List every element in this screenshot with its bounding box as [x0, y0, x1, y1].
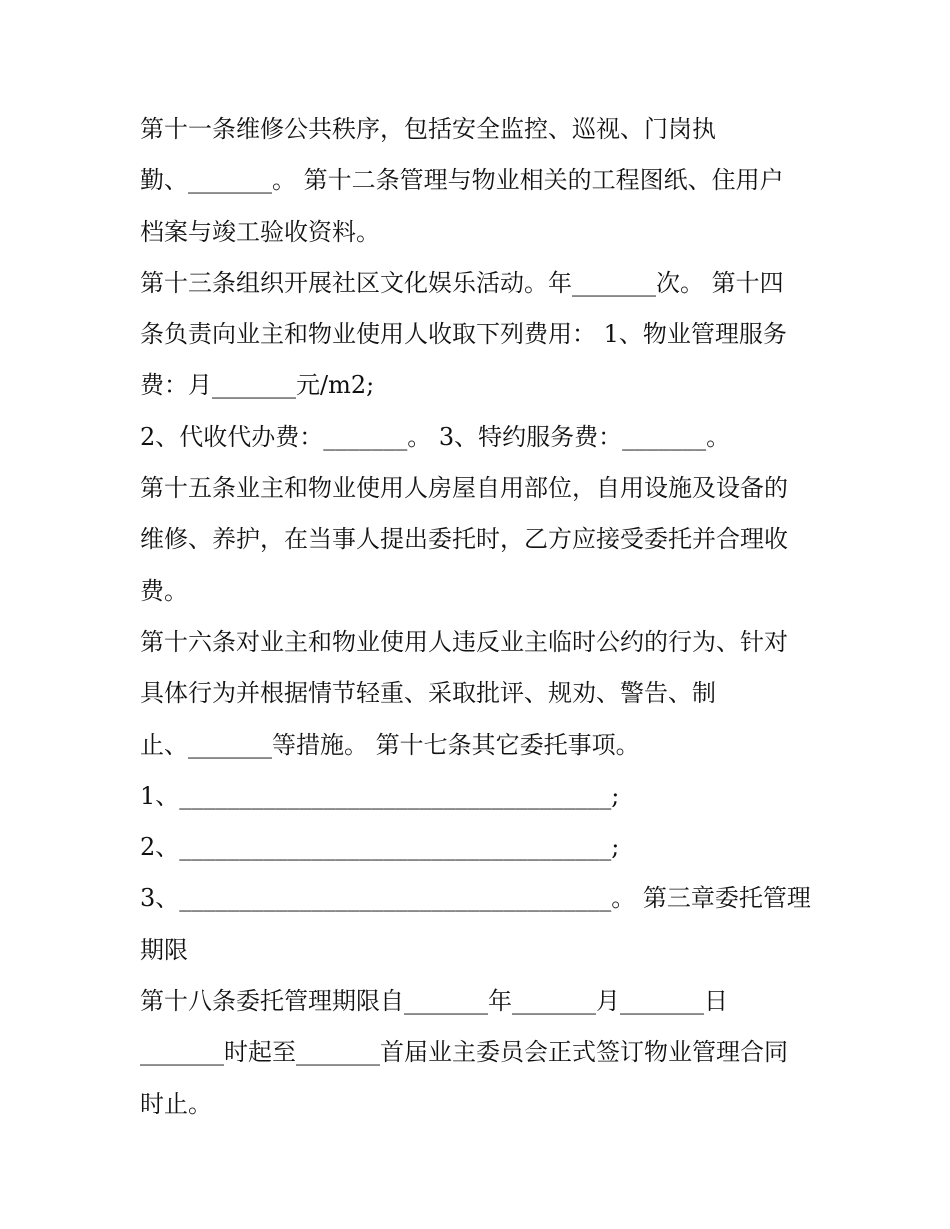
text-line: 时止。: [140, 1089, 212, 1118]
text-line: 期限: [140, 935, 188, 964]
text-line: 第十三条组织开展社区文化娱乐活动。年_______次。 第十四: [140, 268, 784, 297]
text-line: 费：月_______元/m2;: [140, 371, 375, 400]
text-line: 第十八条委托管理期限自_______年_______月_______日: [140, 987, 728, 1016]
text-line: _______时起至_______首届业主委员会正式签订物业管理合同: [140, 1038, 788, 1067]
text-line: 2、____________________________________;: [140, 833, 620, 862]
document-body: [140, 104, 820, 1130]
text-line: 1、____________________________________;: [140, 781, 620, 810]
text-line: 维修、养护，在当事人提出委托时，乙方应接受委托并合理收: [140, 525, 788, 554]
text-line: 2、代收代办费：_______。 3、特约服务费：_______。: [140, 422, 731, 451]
text-line: 勤、_______。 第十二条管理与物业相关的工程图纸、住用户: [140, 166, 784, 195]
text-line: 第十六条对业主和物业使用人违反业主临时公约的行为、针对: [140, 627, 788, 656]
text-line: 具体行为并根据情节轻重、采取批评、规劝、警告、制: [140, 679, 716, 708]
text-line: 3、____________________________________。 第三章委托管理: [140, 884, 811, 913]
text-line: 条负责向业主和物业使用人收取下列费用： 1、物业管理服务: [140, 320, 787, 349]
text-line: 止、_______等措施。 第十七条其它委托事项。: [140, 730, 640, 759]
text-line: 第十一条维修公共秩序，包括安全监控、巡视、门岗执: [140, 115, 716, 143]
text-line: 第十五条业主和物业使用人房屋自用部位，自用设施及设备的: [140, 474, 788, 503]
text-line: 档案与竣工验收资料。: [140, 217, 380, 246]
text-line: 费。: [140, 576, 188, 605]
